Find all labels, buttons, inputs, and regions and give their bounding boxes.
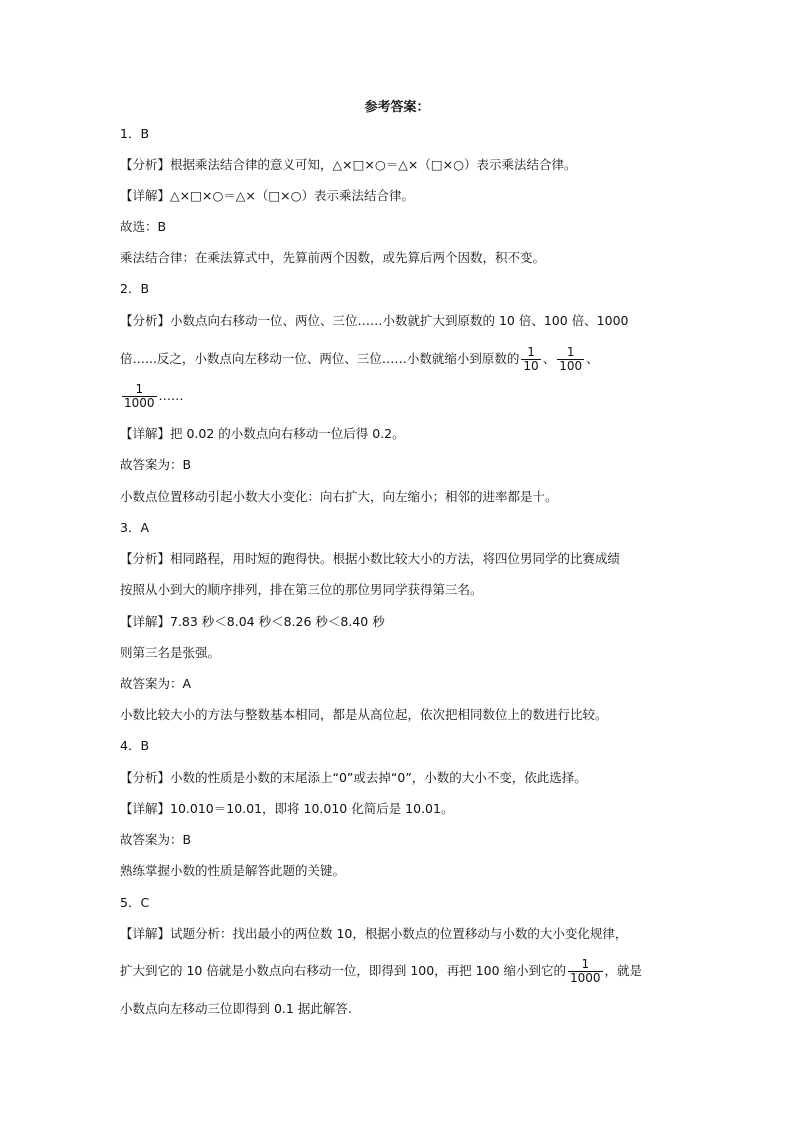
q4-detail: 【详解】10.010＝10.01，即将 10.010 化简后是 10.01。 [120,801,454,816]
q4-summary: 熟练掌握小数的性质是解答此题的关键。 [120,863,346,878]
fraction-one-hundredth: $\frac{1}{100}$ [559,345,583,373]
q2-analysis-line2-text: 倍…...反之，小数点向左移动一位、两位、三位……小数就缩小到原数的 [120,351,520,366]
q5-detail-line2-text: 扩大到它的 10 倍就是小数点向右移动一位，即得到 100，再把 100 缩小到它的 [120,963,566,978]
q4-number: 4．B [120,738,150,753]
ellipsis: …… [158,388,184,403]
separator: 、 [542,351,556,366]
q3-result: 则第三名是张强。 [120,645,221,660]
q1-number: 1．B [120,126,150,141]
q3-detail: 【详解】7.83 秒＜8.04 秒＜8.26 秒＜8.40 秒 [120,614,385,629]
q5-detail-line2-tail: ，就是 [604,963,643,978]
q2-summary: 小数点位置移动引起小数大小变化：向右扩大，向左缩小；相邻的进率都是十。 [120,489,558,504]
fraction-one-tenth: $\frac{1}{10}$ [523,345,539,373]
q5-detail-line3: 小数点向左移动三位即得到 0.1 据此解答. [120,1001,352,1016]
q4-analysis: 【分析】小数的性质是小数的末尾添上“0”或去掉“0”，小数的大小不变，依此选择。 [120,770,587,785]
fraction-one-thousandth: $\frac{1}{1000}$ [124,382,155,410]
q5-number: 5．C [120,895,150,910]
q2-analysis-line1: 【分析】小数点向右移动一位、两位、三位……小数就扩大到原数的 10 倍、100 倍、1000 [120,313,629,328]
q2-number: 2．B [120,281,150,296]
page-title: 参考答案： [364,100,430,115]
q3-analysis-line2: 按照从小到大的顺序排列，排在第三位的那位男同学获得第三名。 [120,582,483,597]
q5-detail-line1: 【详解】试题分析：找出最小的两位数 10，根据小数点的位置移动与小数的大小变化规律， [120,926,628,941]
q2-analysis-line3 [120,381,184,411]
q2-choice: 故答案为：B [120,457,192,472]
q3-summary: 小数比较大小的方法与整数基本相同，都是从高位起，依次把相同数位上的数进行比较。 [120,707,608,722]
q1-summary: 乘法结合律：在乘法算式中，先算前两个因数，或先算后两个因数，积不变。 [120,250,546,265]
separator: 、 [586,351,599,366]
q2-analysis-line2 [120,344,599,374]
q1-analysis: 【分析】根据乘法结合律的意义可知，△×□×○＝△×（□×○）表示乘法结合律。 [120,157,577,172]
fraction-one-thousandth: $\frac{1}{1000}$ [570,957,601,985]
q3-choice: 故答案为：A [120,676,192,691]
q5-detail-line2 [120,956,642,986]
q3-analysis-line1: 【分析】相同路程，用时短的跑得快。根据小数比较大小的方法，将四位男同学的比赛成绩 [120,551,621,566]
q4-choice: 故答案为：B [120,832,192,847]
q1-detail: 【详解】△×□×○＝△×（□×○）表示乘法结合律。 [120,188,415,203]
q2-detail: 【详解】把 0.02 的小数点向右移动一位后得 0.2。 [120,426,405,441]
q1-choice: 故选：B [120,219,167,234]
q3-number: 3．A [120,520,150,535]
